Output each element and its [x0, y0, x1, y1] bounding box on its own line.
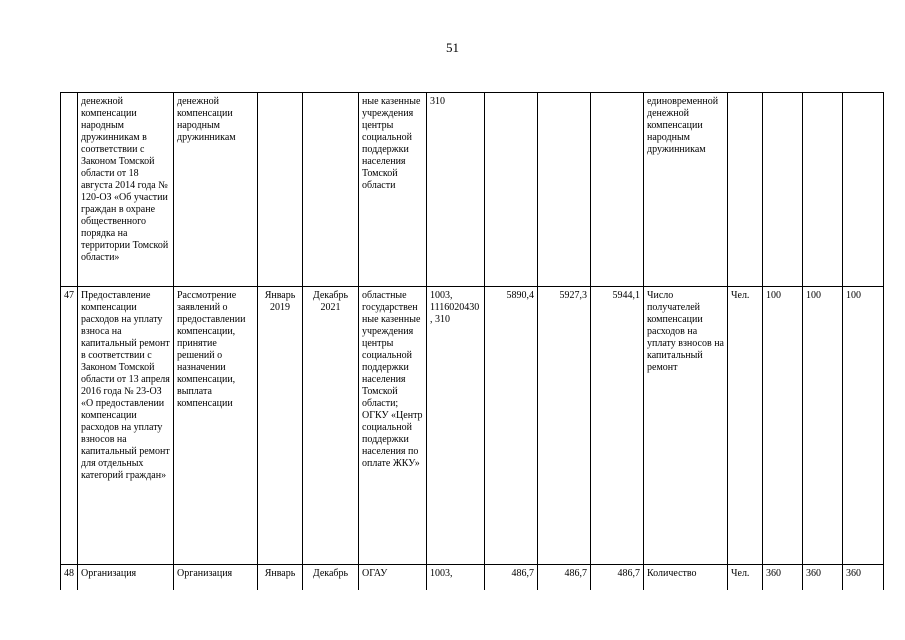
amount-year-3: 486,7: [591, 565, 644, 595]
budget-code: 310: [427, 93, 485, 287]
unit: Чел.: [728, 287, 763, 565]
amount-year-1: 486,7: [485, 565, 538, 595]
measure-name: денежной компенсации народным дружинникам в соответствии с Законом Томской области от 18 августа 2014 года № 120-ОЗ «Об участии граждан в охране общественного порядка на территории Томской области»: [78, 93, 174, 287]
indicator: Количество: [644, 565, 728, 595]
measure-content: Организация: [174, 565, 258, 595]
indicator: единовременной денежной компенсации народным дружинникам: [644, 93, 728, 287]
unit: Чел.: [728, 565, 763, 595]
row-number: 47: [61, 287, 78, 565]
executor: ОГАУ: [359, 565, 427, 595]
measure-name: Предоставление компенсации расходов на уплату взноса на капитальный ремонт в соответствии с Законом Томской области от 13 апреля 2016 года № 23-ОЗ «О предоставлении компенсации расходов на уплату взносов на капитальный ремонт для отдельных категорий граждан»: [78, 287, 174, 565]
page-number: 51: [446, 40, 459, 55]
measure-content: Рассмотрение заявлений о предоставлении компенсации, принятие решений о назначении компенсации, выплата компенсации: [174, 287, 258, 565]
target-year-2: [803, 93, 843, 287]
amount-year-3: [591, 93, 644, 287]
amount-year-3: 5944,1: [591, 287, 644, 565]
table-row: [61, 93, 884, 287]
start-date: [258, 93, 303, 287]
amount-year-2: [538, 93, 591, 287]
amount-year-2: 5927,3: [538, 287, 591, 565]
end-date: Декабрь 2021: [303, 287, 359, 565]
executor: ные казенные учреждения центры социальной поддержки населения Томской области: [359, 93, 427, 287]
target-year-1: [763, 93, 803, 287]
measure-content: денежной компенсации народным дружинникам: [174, 93, 258, 287]
executor: областные государствен ные казенные учреждения центры социальной поддержки населения Томской области; ОГКУ «Центр социальной поддержки населения по оплате ЖКУ»: [359, 287, 427, 565]
page-bottom-margin: [0, 590, 905, 640]
amount-year-1: 5890,4: [485, 287, 538, 565]
target-year-2: 100: [803, 287, 843, 565]
row-number: [61, 93, 78, 287]
measures-table: [60, 92, 884, 594]
row-number: 48: [61, 565, 78, 595]
target-year-3: 360: [843, 565, 884, 595]
budget-code: 1003, 1116020430, 310: [427, 287, 485, 565]
budget-code: 1003,: [427, 565, 485, 595]
target-year-3: 100: [843, 287, 884, 565]
target-year-1: 100: [763, 287, 803, 565]
table-row: [61, 287, 884, 565]
end-date: [303, 93, 359, 287]
target-year-3: [843, 93, 884, 287]
target-year-1: 360: [763, 565, 803, 595]
measure-name: Организация: [78, 565, 174, 595]
end-date: Декабрь: [303, 565, 359, 595]
target-year-2: 360: [803, 565, 843, 595]
amount-year-2: 486,7: [538, 565, 591, 595]
unit: [728, 93, 763, 287]
amount-year-1: [485, 93, 538, 287]
start-date: Январь: [258, 565, 303, 595]
indicator: Число получателей компенсации расходов на уплату взносов на капитальный ремонт: [644, 287, 728, 565]
start-date: Январь 2019: [258, 287, 303, 565]
